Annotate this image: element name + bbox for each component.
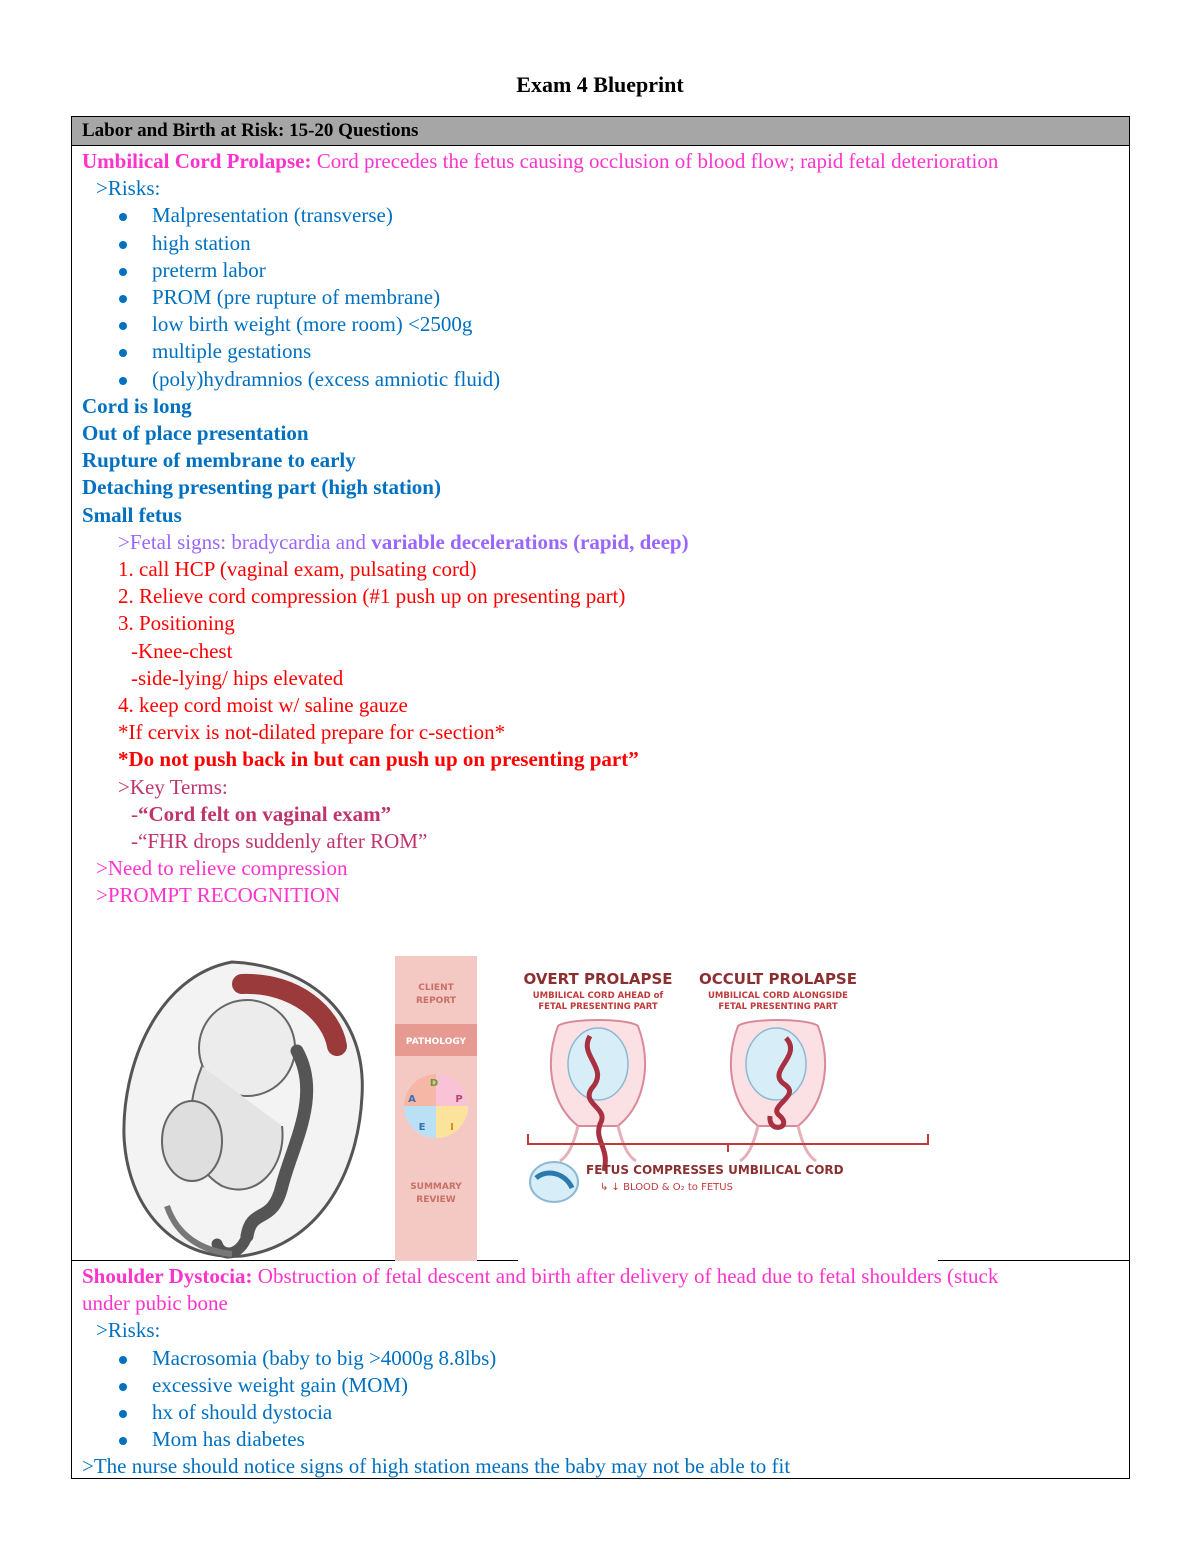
compressed-cord-icon — [530, 1162, 578, 1202]
shoulder-note: >The nurse should notice signs of high station means the baby may not be able to fit — [82, 1454, 791, 1479]
fetal-signs-bold: variable decelerations (rapid, deep) — [371, 529, 689, 554]
risk-item: multiple gestations — [82, 338, 1129, 365]
key-term-bold: “Cord felt on vaginal exam” — [138, 801, 392, 826]
key-term: -“FHR drops suddenly after ROM” — [131, 829, 428, 854]
push-note: *Do not push back in but can push up on presenting part” — [118, 747, 639, 772]
risk-item: (poly)hydramnios (excess amniotic fluid) — [82, 366, 1129, 393]
figure-row — [82, 956, 942, 1261]
cord-prolapse-desc: Cord precedes the fetus causing occlusion of blood flow; rapid fetal deterioration — [311, 149, 999, 173]
document-title: Exam 4 Blueprint — [516, 72, 684, 97]
risk-item: high station — [82, 230, 1129, 257]
prolapse-types-diagram — [518, 956, 938, 1261]
dape-letter: A — [408, 1094, 416, 1105]
risk-item: preterm labor — [82, 257, 1129, 284]
shoulder-risk-item: hx of should dystocia — [82, 1399, 1129, 1426]
bold-point: Small fetus — [82, 502, 182, 527]
summary-review-label-1: SUMMARY — [410, 1182, 462, 1192]
shoulder-risks-label: >Risks: — [96, 1318, 161, 1343]
bold-point: Out of place presentation — [82, 421, 309, 446]
dape-letter: P — [455, 1094, 463, 1105]
key-terms-label: >Key Terms: — [118, 774, 228, 799]
shoulder-dystocia-term: Shoulder Dystocia: — [82, 1264, 253, 1288]
fetal-signs — [82, 529, 1129, 556]
shoulder-risk-item: Mom has diabetes — [82, 1426, 1129, 1453]
step-item: 1. call HCP (vaginal exam, pulsating cord) — [118, 557, 477, 582]
risk-item: PROM (pre rupture of membrane) — [82, 284, 1129, 311]
pathology-sidebar-graphic — [395, 956, 477, 1261]
cervix-note: *If cervix is not-dilated prepare for c-section* — [118, 720, 506, 745]
bold-point: Cord is long — [82, 393, 192, 418]
client-report-label-2: REPORT — [416, 996, 456, 1006]
key-term — [82, 801, 1129, 828]
cord-prolapse-term: Umbilical Cord Prolapse: — [82, 149, 312, 173]
shoulder-dystocia-desc: Obstruction of fetal descent and birth after delivery of head due to fetal shoulders (stuck — [252, 1264, 999, 1288]
blueprint-table — [71, 116, 1130, 1479]
cord-prolapse-definition — [82, 148, 1129, 175]
fetus-in-uterus-illustration — [82, 956, 392, 1261]
need-relieve-note: >Need to relieve compression — [96, 856, 348, 881]
shoulder-dystocia-cell — [72, 1261, 1129, 1478]
section-header: Labor and Birth at Risk: 15-20 Questions — [72, 117, 1129, 146]
bold-point: Rupture of membrane to early — [82, 448, 356, 473]
step-item: 2. Relieve cord compression (#1 push up on presenting part) — [118, 584, 626, 609]
step-item: 4. keep cord moist w/ saline gauze — [118, 693, 408, 718]
shoulder-dystocia-desc-cont: under pubic bone — [82, 1291, 228, 1316]
overt-prolapse-title: OVERT PROLAPSE — [523, 970, 673, 988]
compress-title: FETUS COMPRESSES UMBILICAL CORD — [586, 1163, 844, 1177]
position-item: -side-lying/ hips elevated — [131, 665, 344, 690]
dape-letter: I — [450, 1122, 454, 1133]
shoulder-risk-item: Macrosomia (baby to big >4000g 8.8lbs) — [82, 1345, 1129, 1372]
summary-review-label-2: REVIEW — [416, 1195, 456, 1205]
risk-item: Malpresentation (transverse) — [82, 202, 1129, 229]
occult-prolapse-title: OCCULT PROLAPSE — [699, 970, 857, 988]
client-report-label-1: CLIENT — [418, 983, 454, 993]
shoulder-dystocia-definition — [82, 1263, 1129, 1290]
overt-prolapse-subtitle: FETAL PRESENTING PART — [538, 1002, 658, 1012]
dape-letter: D — [429, 1078, 439, 1089]
position-item: -Knee-chest — [131, 638, 233, 663]
risk-item: low birth weight (more room) <2500g — [82, 311, 1129, 338]
occult-prolapse-subtitle: UMBILICAL CORD ALONGSIDE — [708, 991, 848, 1001]
dape-letter: E — [418, 1122, 426, 1133]
occult-prolapse-subtitle: FETAL PRESENTING PART — [718, 1002, 838, 1012]
shoulder-risk-item: excessive weight gain (MOM) — [82, 1372, 1129, 1399]
prompt-note: >PROMPT RECOGNITION — [96, 883, 341, 908]
overt-prolapse-subtitle: UMBILICAL CORD AHEAD of — [532, 991, 664, 1001]
key-term-dash: - — [131, 801, 138, 826]
fetal-signs-text: >Fetal signs: bradycardia and — [118, 529, 372, 554]
step-item: 3. Positioning — [118, 611, 235, 636]
pathology-label: PATHOLOGY — [405, 1037, 467, 1047]
compress-subtitle: ↳ ↓ BLOOD & O₂ to FETUS — [600, 1182, 733, 1193]
cord-prolapse-cell — [72, 146, 1129, 1261]
bold-point: Detaching presenting part (high station) — [82, 475, 441, 500]
risks-label: >Risks: — [96, 176, 161, 201]
